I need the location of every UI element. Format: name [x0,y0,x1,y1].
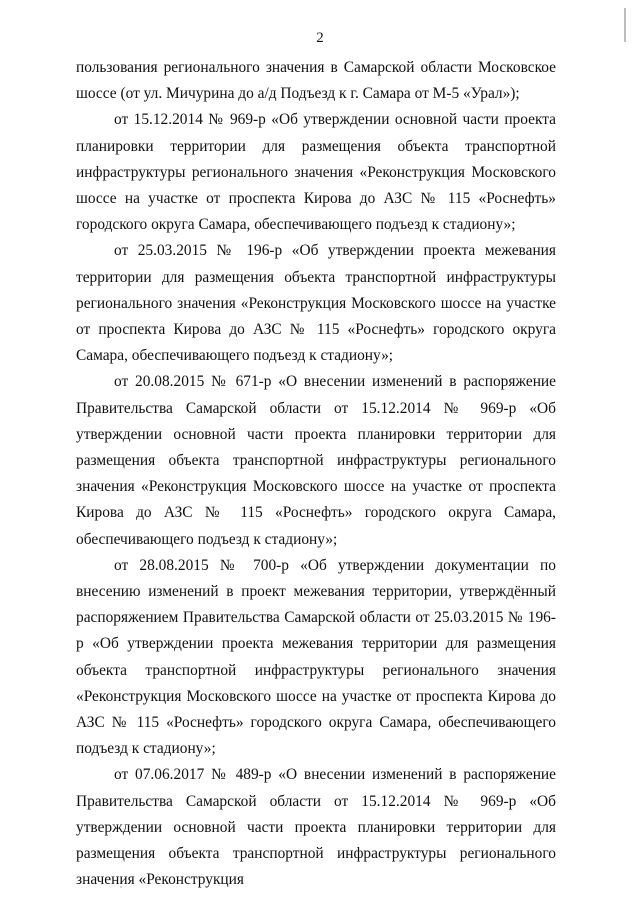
document-body [76,55,556,894]
paragraph-continuation: пользования регионального значения в Самарской области Московское шоссе (от ул. Мичурина до а/д Подъезд к г. Самара от М-5 «Урал»); [76,59,556,103]
page-number: 2 [316,30,324,46]
paragraph-order-489: от 07.06.2017 № 489-р «О внесении изменений в распоряжение Правительства Самарской области от 15.12.2014 № 969-р «Об утверждении основной части проекта планировки территории для размещения объекта транспортной инфраструктуры регионального значения «Реконструкция [76,766,556,889]
paragraph-order-700: от 28.08.2015 № 700-р «Об утверждении документации по внесению изменений в проект межевания территории, утверждённый распоряжением Правительства Самарской области от 25.03.2015 № 196-р «Об утверждении проекта межевания территории для размещения объекта транспортной инфраструктуры регионального значения «Реконструкция Московского шоссе на участке от проспекта Кирова до АЗС № 115 «Роснефть» городского округа Самара, обеспечивающего подъезд к стадиону»; [76,556,556,758]
paragraph-order-671: от 20.08.2015 № 671-р «О внесении изменений в распоряжение Правительства Самарской области от 15.12.2014 № 969-р «Об утверждении основной части проекта планировки территории для размещения объекта транспортной инфраструктуры регионального значения «Реконструкция Московского шоссе на участке от проспекта Кирова до АЗС № 115 «Роснефть» городского округа Самара, обеспечивающего подъезд к стадиону»; [76,373,556,548]
paragraph-order-196: от 25.03.2015 № 196-р «Об утверждении проекта межевания территории для размещения объекта транспортной инфраструктуры регионального значения «Реконструкция Московского шоссе на участке от проспекта Кирова до АЗС № 115 «Роснефть» городского округа Самара, обеспечивающего подъезд к стадиону»; [76,242,556,365]
paragraph-order-969: от 15.12.2014 № 969-р «Об утверждении основной части проекта планировки территории для размещения объекта транспортной инфраструктуры регионального значения «Реконструкция Московского шоссе на участке от проспекта Кирова до АЗС № 115 «Роснефть» городского округа Самара, обеспечивающего подъезд к стадиону»; [76,111,556,234]
